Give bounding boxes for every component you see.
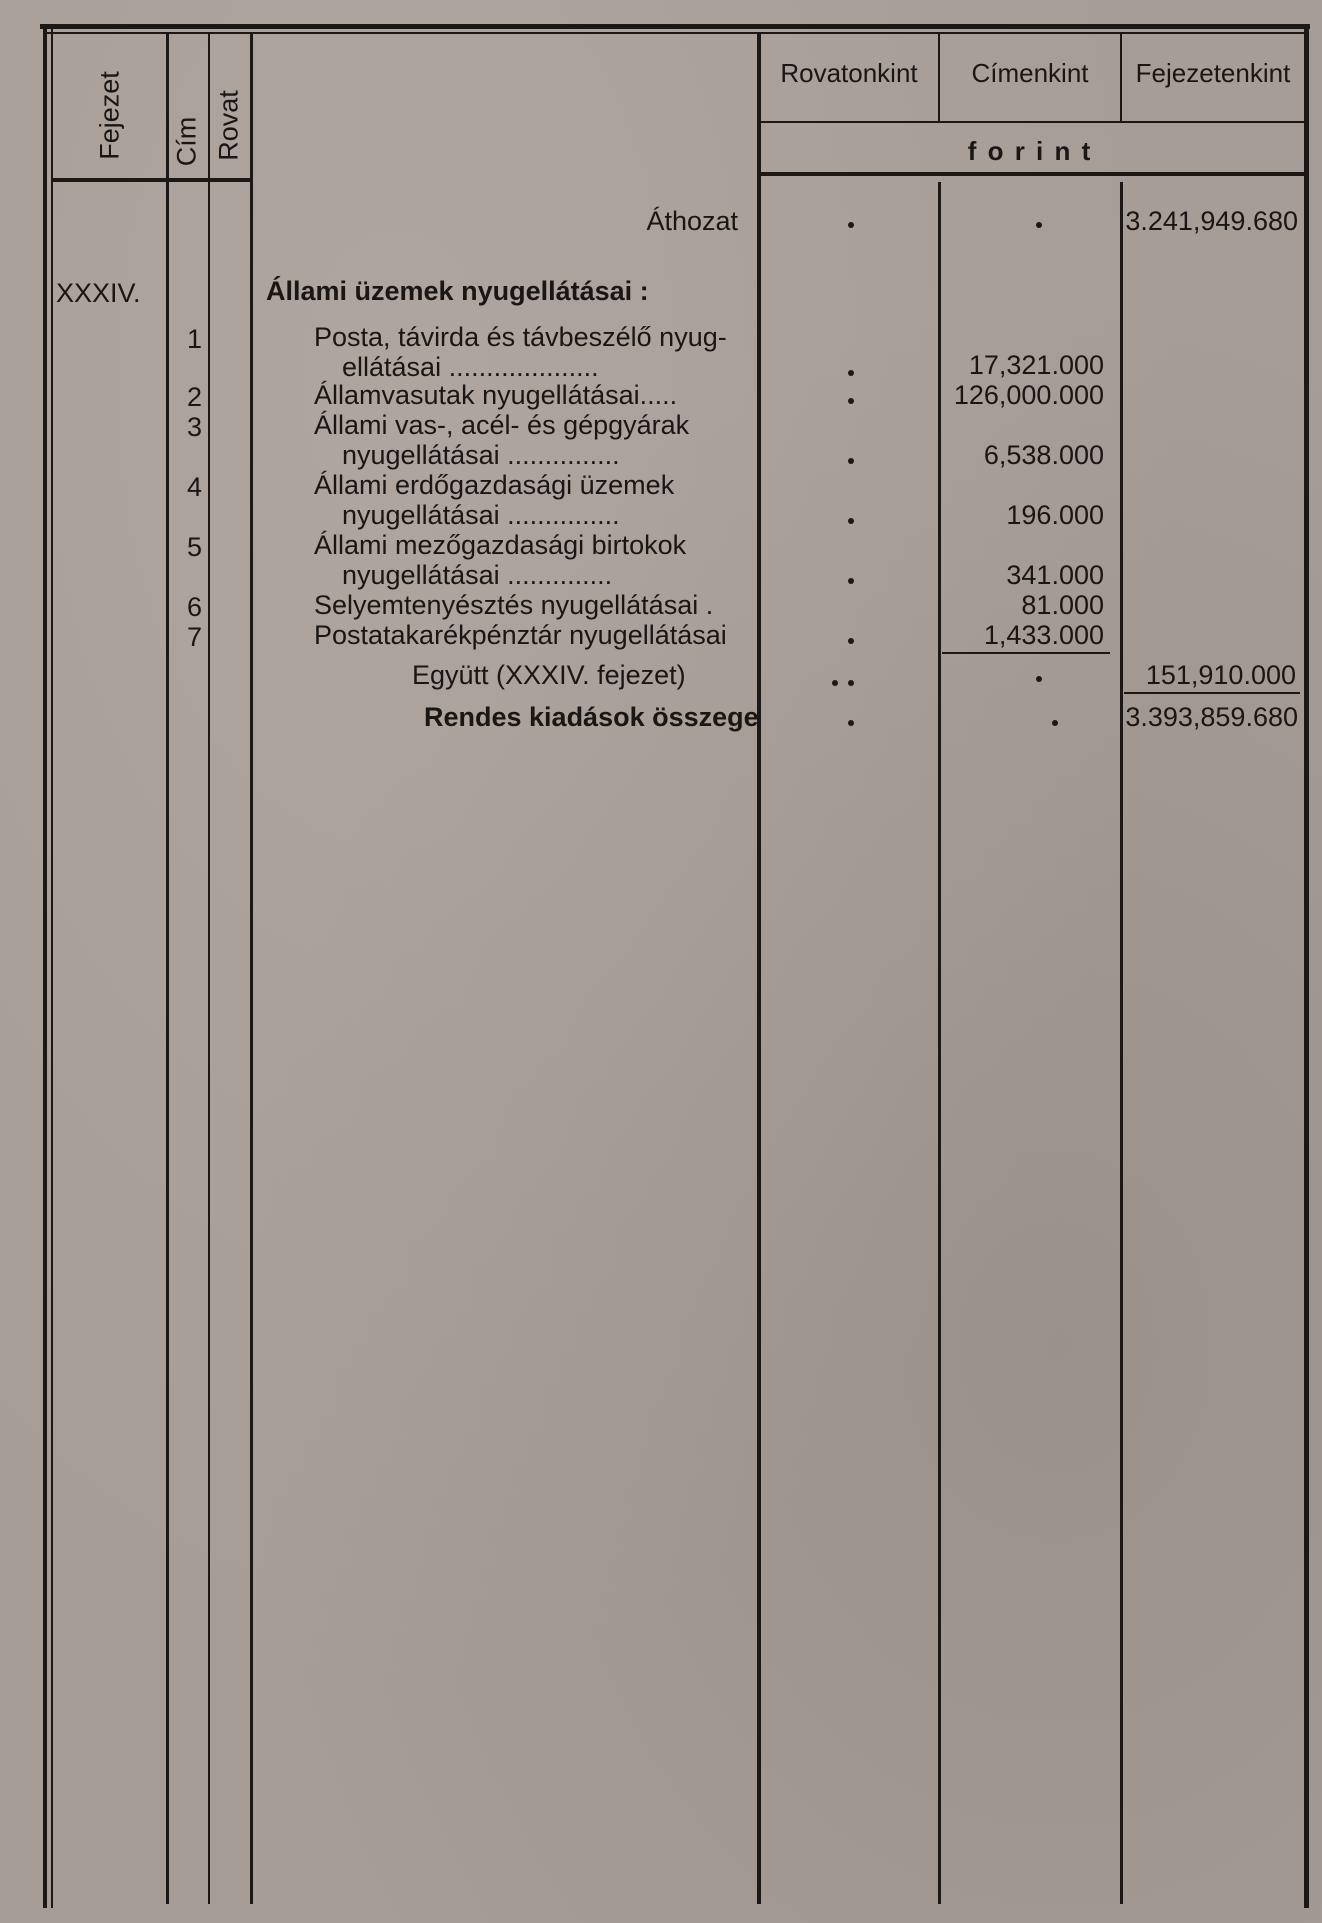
col-line-cimenkint (1120, 182, 1123, 1904)
item-cim: 1 (186, 324, 202, 354)
item-line1: Állami mezőgazdasági birtokok (314, 530, 687, 560)
item-line1: Postatakarékpénztár nyugellátásai (314, 620, 727, 650)
total-rule (1124, 692, 1300, 694)
carry-over-value: 3.241,949.680 (1125, 206, 1298, 236)
header-rovat: Rovat (213, 90, 244, 161)
header-rovatonkint: Rovatonkint (780, 58, 918, 88)
header-unit: f o r i n t (967, 136, 1093, 166)
col-line-rovatonkint (938, 182, 941, 1904)
leader-dot (848, 222, 854, 228)
item-cim: 4 (186, 472, 202, 502)
header-fejezet: Fejezet (94, 71, 125, 160)
top-border-inner (44, 32, 1308, 34)
item-line2: nyugellátásai ............... (342, 500, 620, 530)
item-line1: Posta, távirda és távbeszélő nyug- (314, 322, 727, 352)
leader-dot (848, 370, 854, 376)
leader-dot (1052, 720, 1058, 726)
item-value: 17,321.000 (968, 350, 1104, 380)
carry-over-label: Áthozat (646, 206, 738, 236)
chapter-total-value: 151,910.000 (1145, 660, 1296, 690)
leader-dot (1036, 676, 1042, 682)
header-mid-right (758, 121, 1304, 123)
chapter-total-label: Együtt (XXXIV. fejezet) (412, 660, 686, 690)
item-line1: Államvasutak nyugellátásai..... (314, 380, 678, 410)
leader-dot (848, 518, 854, 524)
left-border (43, 28, 47, 1908)
item-value: 341.000 (1006, 560, 1104, 590)
leader-dot (848, 638, 854, 644)
leader-dot (848, 458, 854, 464)
leader-dot (848, 680, 854, 686)
header-fejezetenkint: Fejezetenkint (1135, 58, 1291, 88)
header-cimenkint: Címenkint (971, 58, 1089, 88)
item-cim: 5 (186, 532, 202, 562)
subtotal-rule (942, 652, 1110, 654)
leader-dot (1036, 222, 1042, 228)
item-cim: 3 (186, 412, 202, 442)
leader-dot (832, 680, 838, 686)
col-line-fejezet (166, 34, 169, 1904)
item-line1: Állami vas-, acél- és gépgyárak (314, 410, 690, 440)
leader-dot (848, 578, 854, 584)
header-bottom-right (758, 172, 1304, 176)
item-value: 6,538.000 (983, 440, 1104, 470)
header-cim: Cím (171, 116, 202, 167)
grand-total-value: 3.393,859.680 (1125, 702, 1298, 732)
item-line2: ellátásai .................... (342, 352, 599, 382)
item-cim: 2 (186, 382, 202, 412)
col-line-cim (208, 34, 210, 1904)
top-border (40, 24, 1310, 29)
leader-dot (848, 720, 854, 726)
item-value: 81.000 (1021, 590, 1104, 620)
chapter-title: Állami üzemek nyugellátásai : (266, 276, 649, 306)
col-line-text (757, 34, 761, 1904)
grand-total-label: Rendes kiadások összege (424, 702, 759, 732)
item-line2: nyugellátásai .............. (342, 560, 613, 590)
right-border (1304, 28, 1309, 1908)
item-value: 1,433.000 (983, 620, 1104, 650)
col-line-rovatonkint-top (938, 34, 940, 122)
col-line-rovat (250, 34, 253, 1904)
item-cim: 7 (186, 622, 202, 652)
item-line1: Állami erdőgazdasági üzemek (314, 470, 675, 500)
item-line2: nyugellátásai ............... (342, 440, 620, 470)
col-line-cimenkint-top (1120, 34, 1122, 122)
item-line1: Selyemtenyésztés nyugellátásai . (314, 590, 714, 620)
item-cim: 6 (186, 592, 202, 622)
item-value: 196.000 (1006, 500, 1104, 530)
leader-dot (848, 398, 854, 404)
left-border-inner (51, 28, 53, 1908)
item-value: 126,000.000 (953, 380, 1104, 410)
chapter-number: XXXIV. (56, 278, 141, 308)
